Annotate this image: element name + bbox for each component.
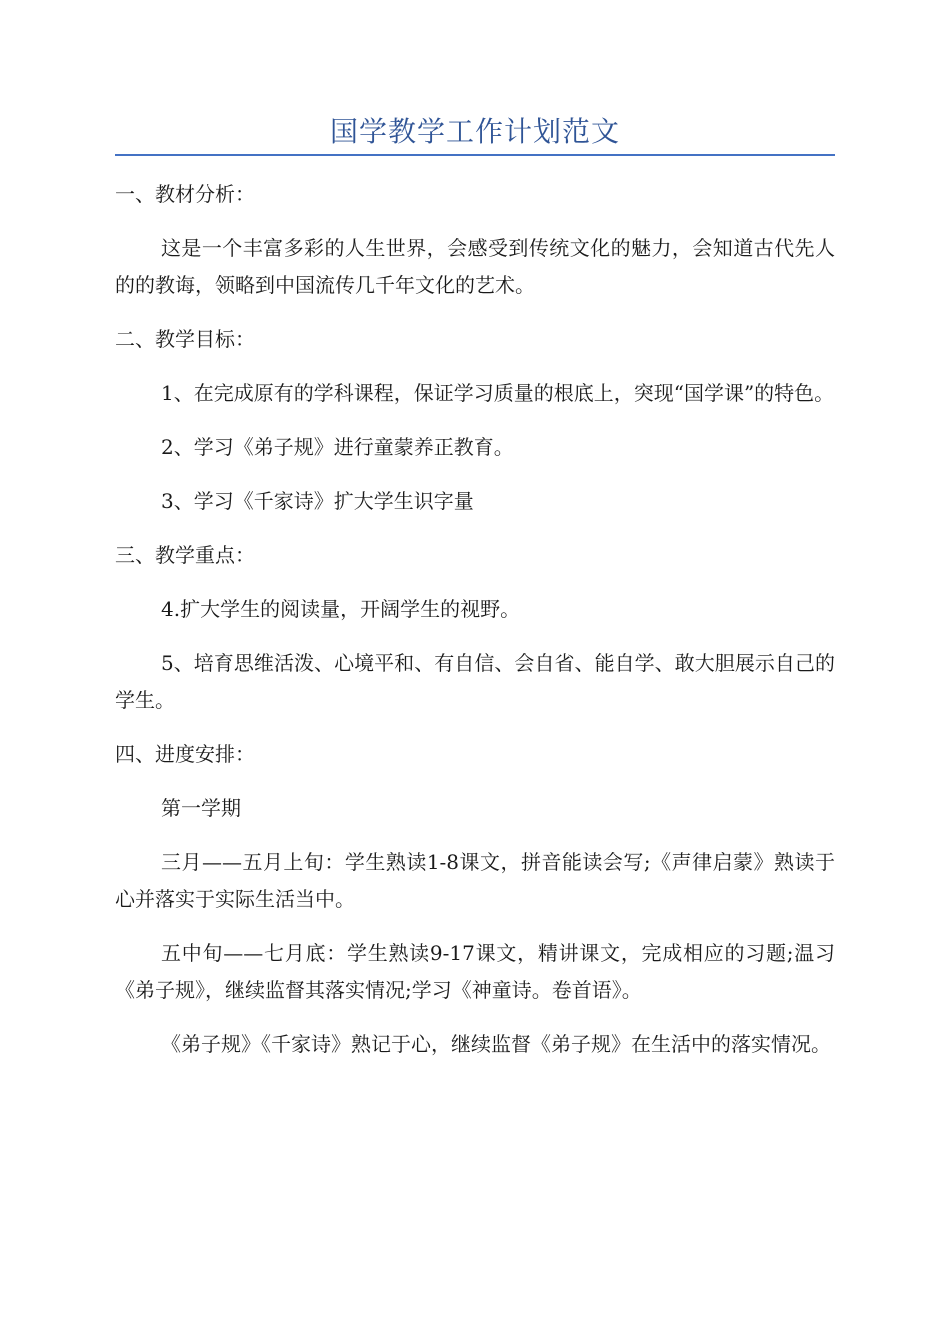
goal-item-2: 2、学习《弟子规》进行童蒙养正教育。	[161, 435, 514, 459]
section-heading-materials: 一、教材分析：	[115, 182, 255, 206]
document-title: 国学教学工作计划范文	[329, 115, 620, 148]
paragraph-materials: 这是一个丰富多彩的人生世界，会感受到传统文化的魅力，会知道古代先人的的教诲，领略到中国流传几千年文化的艺术。	[115, 236, 835, 297]
document-body	[115, 176, 835, 1080]
section-heading-goals: 二、教学目标：	[115, 327, 255, 351]
focus-item-5: 5、培育思维活泼、心境平和、有自信、会自省、能自学、敢大胆展示自己的学生。	[115, 651, 835, 712]
schedule-semester: 第一学期	[161, 796, 241, 820]
goal-item-3: 3、学习《千家诗》扩大学生识字量	[161, 489, 474, 513]
focus-item-4: 4.扩大学生的阅读量，开阔学生的视野。	[161, 597, 521, 621]
schedule-item-memorize: 《弟子规》《千家诗》熟记于心，继续监督《弟子规》在生活中的落实情况。	[161, 1032, 831, 1056]
schedule-item-may-july: 五中旬——七月底：学生熟读9-17课文，精讲课文，完成相应的习题;温习《弟子规》，继续监督其落实情况;学习《神童诗。卷首语》。	[115, 941, 835, 1002]
section-heading-schedule: 四、进度安排：	[115, 742, 255, 766]
goal-item-1: 1、在完成原有的学科课程，保证学习质量的根底上，突现“国学课”的特色。	[161, 381, 835, 405]
schedule-item-march-may: 三月——五月上旬：学生熟读1-8课文，拼音能读会写;《声律启蒙》熟读于心并落实于实际生活当中。	[115, 850, 835, 911]
title-underline	[115, 154, 835, 156]
section-heading-focus: 三、教学重点：	[115, 543, 255, 567]
